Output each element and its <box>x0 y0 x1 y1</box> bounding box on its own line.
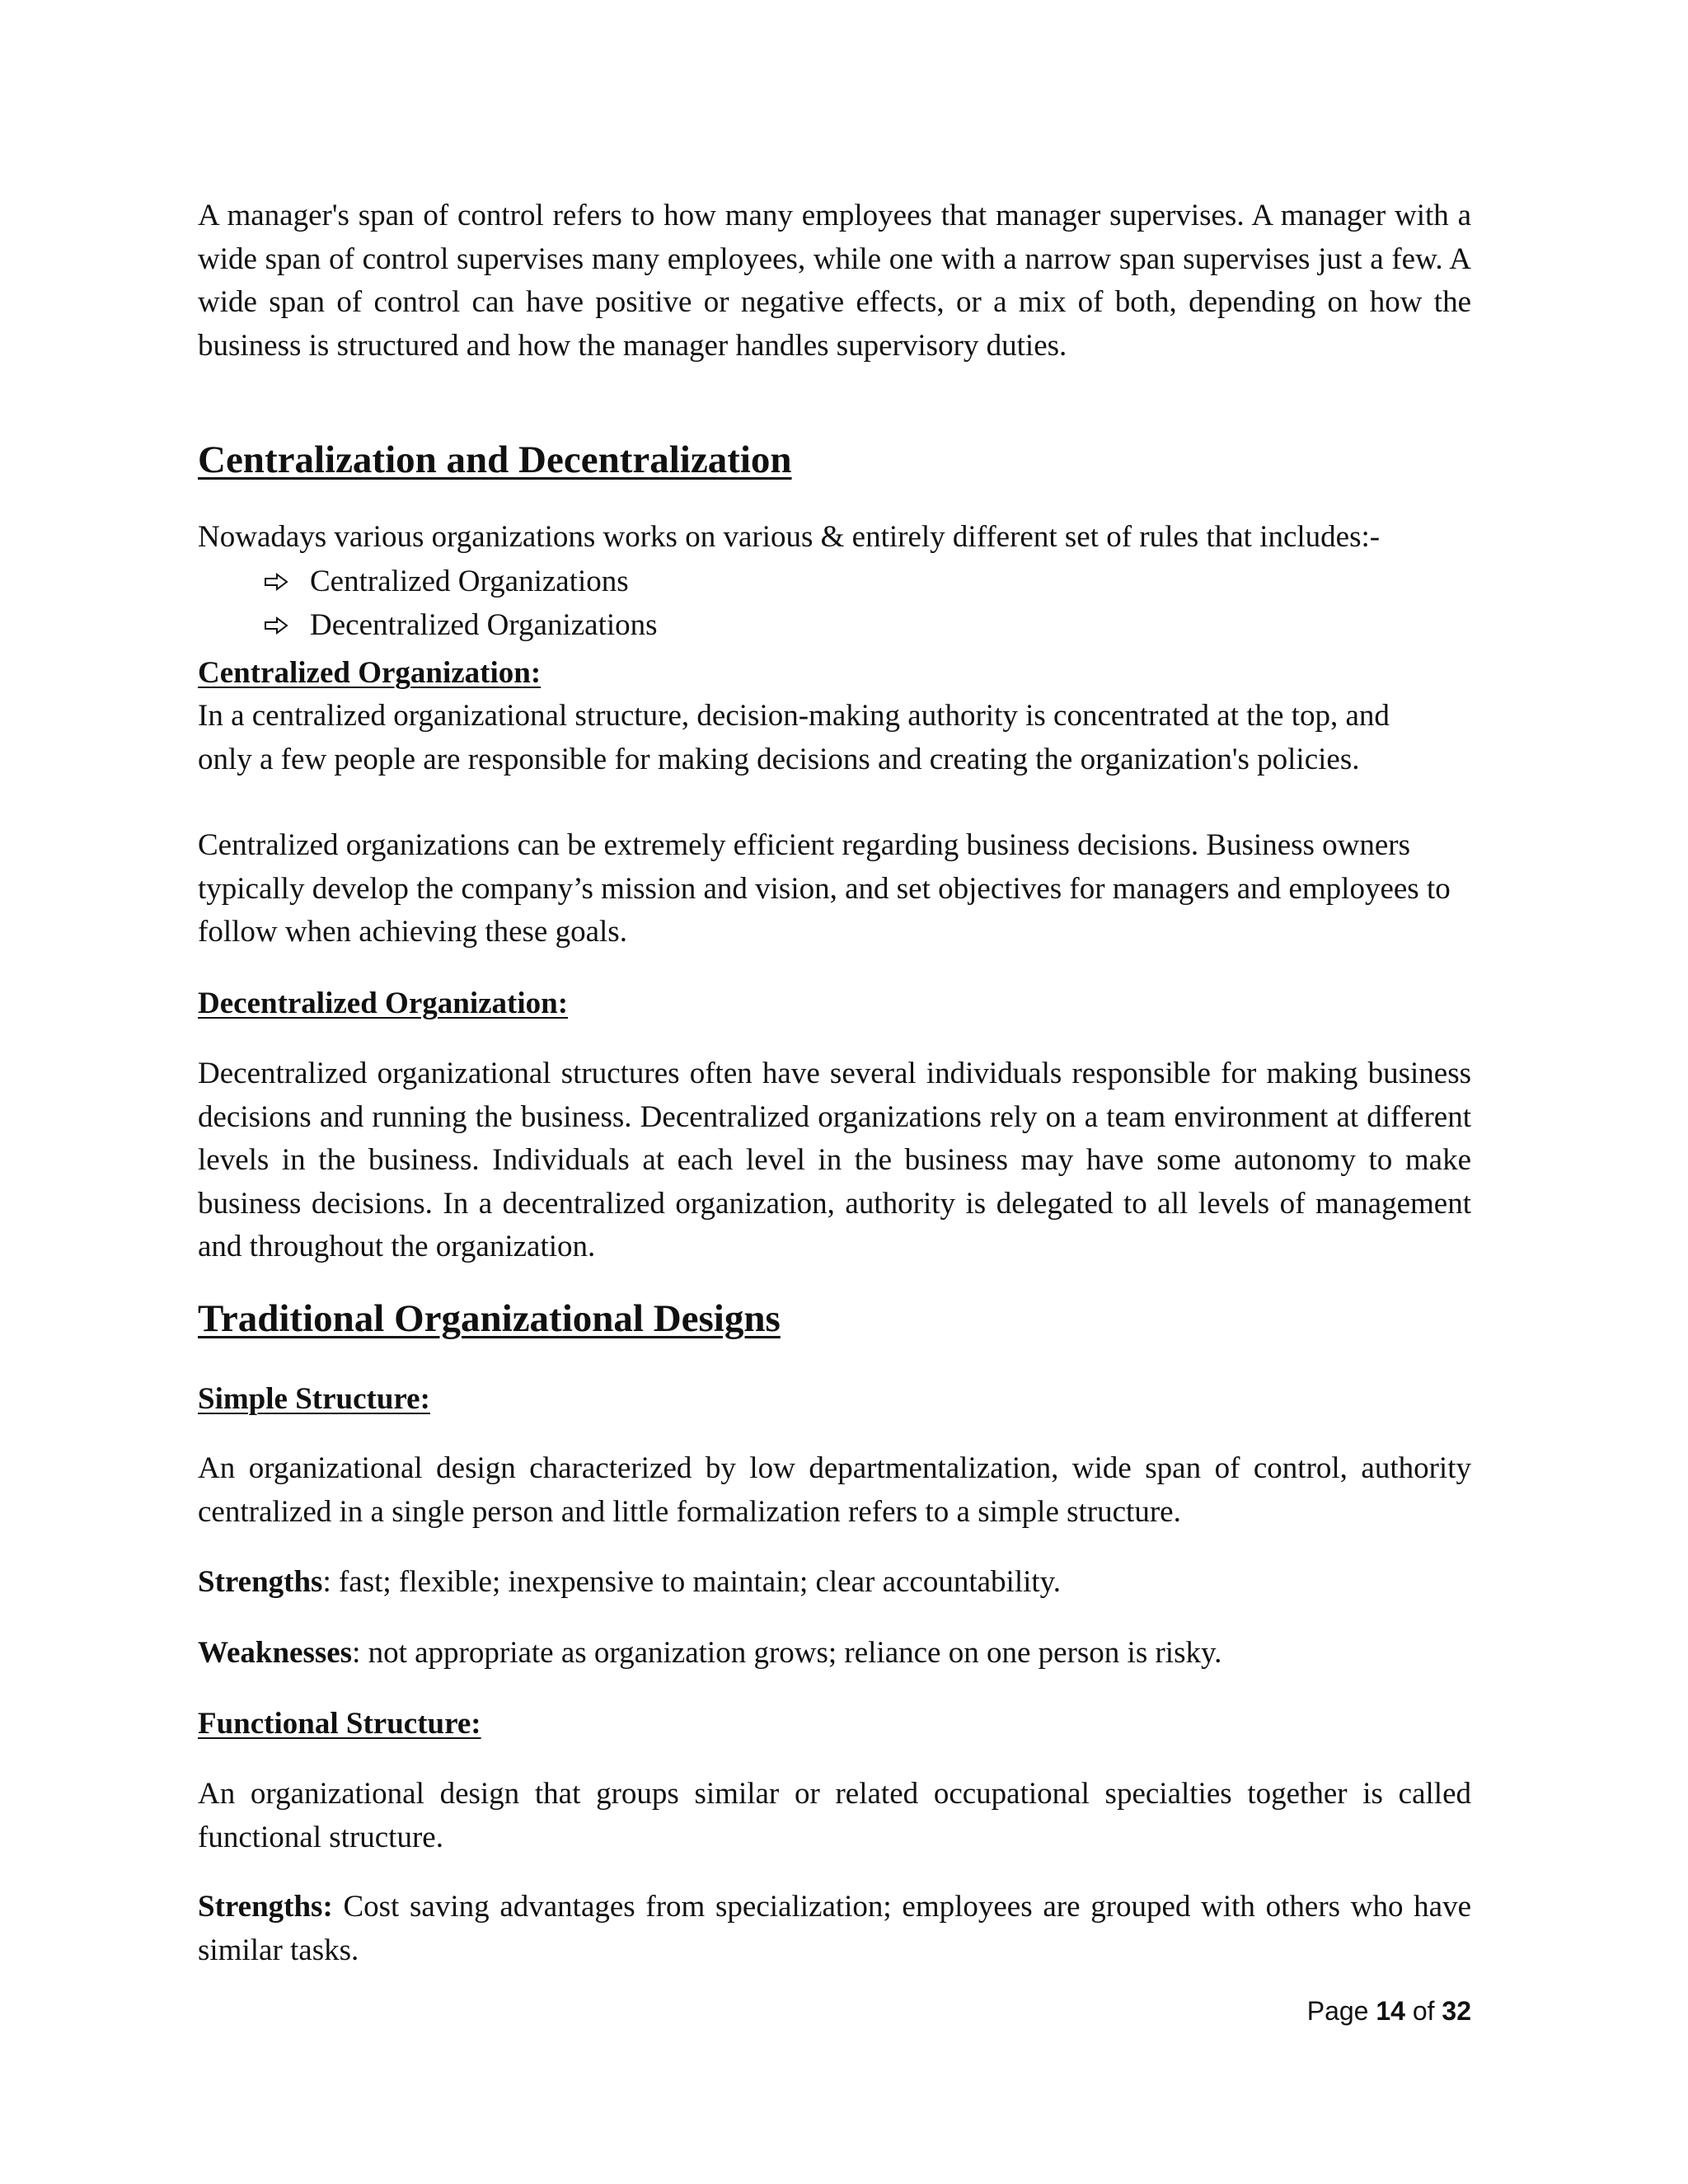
strengths-label: Strengths: <box>198 1890 333 1924</box>
strengths-text: Cost saving advantages from specialization; employees are grouped with others who have similar tasks. <box>198 1890 1471 1967</box>
page-word: Page <box>1306 1996 1369 2026</box>
simple-strengths <box>198 1561 1471 1605</box>
subheading-decentralized-organization: Decentralized Organization: <box>198 987 569 1020</box>
subheading-centralized-organization: Centralized Organization: <box>198 656 542 690</box>
list-item-label: Centralized Organizations <box>310 565 629 598</box>
outline-arrow-right-icon <box>264 572 288 592</box>
total-page-count: 32 <box>1442 1996 1471 2026</box>
section1-intro: Nowadays various organizations works on various & entirely different set of rules that includes:- <box>198 520 1381 554</box>
centralized-paragraph-1: In a centralized organizational structure, decision-making authority is concentrated at the top, and only a few people are responsible for making decisions and creating the organization's policies. <box>198 699 1390 776</box>
functional-strengths <box>198 1886 1471 1972</box>
weaknesses-text: : not appropriate as organization grows; reliance on one person is risky. <box>352 1636 1222 1670</box>
strengths-text: : fast; flexible; inexpensive to maintain; clear accountability. <box>322 1565 1062 1599</box>
organization-types-list <box>264 560 658 647</box>
list-item <box>264 560 658 604</box>
section-heading-centralization: Centralization and Decentralization <box>198 438 792 481</box>
subheading-simple-structure: Simple Structure: <box>198 1382 430 1416</box>
list-item-label: Decentralized Organizations <box>310 607 658 642</box>
strengths-label: Strengths <box>198 1565 323 1599</box>
subheading-functional-structure: Functional Structure: <box>198 1707 481 1741</box>
section-heading-traditional-designs: Traditional Organizational Designs <box>198 1297 781 1340</box>
intro-paragraph: A manager's span of control refers to how many employees that manager supervises. A manager with a wide span of control supervises many employees, while one with a narrow span supervises just a few. A wide span of control can have positive or negative effects, or a mix of both, depending on how the business is structured and how the manager handles supervisory duties. <box>198 199 1471 363</box>
simple-structure-paragraph: An organizational design characterized by low departmentalization, wide span of control, authority centralized in a single person and little formalization refers to a simple structure. <box>198 1451 1471 1529</box>
outline-arrow-right-icon <box>264 616 288 635</box>
centralized-paragraph-2: Centralized organizations can be extremely efficient regarding business decisions. Business owners typically develop the company’s mission and vision, and set objectives for managers and employees to follow when achieving these goals. <box>198 828 1451 949</box>
current-page-number: 14 <box>1376 1996 1405 2026</box>
functional-structure-paragraph: An organizational design that groups similar or related occupational specialties together is called functional structure. <box>198 1777 1471 1854</box>
weaknesses-label: Weaknesses <box>198 1636 353 1670</box>
simple-weaknesses <box>198 1632 1471 1675</box>
page-number-footer <box>1307 1996 1471 2027</box>
of-word: of <box>1412 1996 1435 2026</box>
list-item <box>264 604 658 648</box>
decentralized-paragraph: Decentralized organizational structures often have several individuals responsible for making business decisions and running the business. Decentralized organizations rely on a team environment at different levels in the business. Individuals at each level in the business may have some autonomy to make business decisions. In a decentralized organization, authority is delegated to all levels of management and throughout the organization. <box>198 1057 1471 1263</box>
